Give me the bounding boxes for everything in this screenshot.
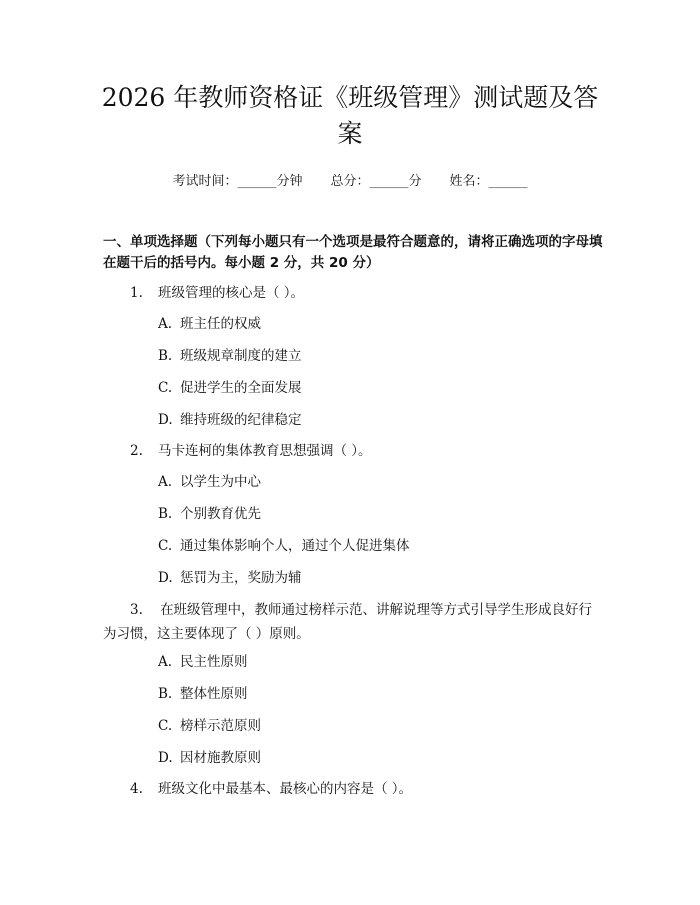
option-text: 维持班级的纪律稳定 (180, 412, 302, 428)
option-3a (158, 652, 248, 672)
option-text: 榜样示范原则 (180, 718, 261, 734)
option-letter: B. (158, 348, 173, 364)
option-1b (158, 346, 302, 366)
section-heading: 一、单项选择题（下列每小题只有一个选项是最符合题意的，请将正确选项的字母填在题干后的括号内。每小题 2 分，共 20 分） (103, 234, 603, 271)
exam-time: 考试时间：______分钟 (172, 174, 303, 189)
question-number: 2. (130, 443, 143, 459)
question-1 (130, 283, 304, 304)
question-text: 马卡连柯的集体教育思想强调（ ）。 (158, 443, 372, 459)
exam-info-row (0, 170, 700, 189)
option-letter: D. (158, 570, 173, 586)
option-1a (158, 314, 261, 334)
option-2d (158, 568, 302, 588)
option-text: 班主任的权威 (180, 316, 261, 332)
question-number: 1. (130, 285, 143, 301)
question-2 (130, 441, 372, 462)
option-letter: A. (158, 316, 173, 332)
option-text: 因材施教原则 (180, 750, 261, 766)
option-3b (158, 684, 248, 704)
option-3c (158, 716, 261, 736)
option-2b (158, 504, 261, 524)
option-2c (158, 536, 410, 556)
question-number: 3. (130, 602, 143, 618)
option-text: 以学生为中心 (180, 474, 261, 490)
option-text: 班级规章制度的建立 (180, 348, 302, 364)
question-number: 4. (130, 781, 143, 797)
option-1c (158, 378, 302, 398)
option-text: 整体性原则 (180, 686, 248, 702)
question-text: 班级文化中最基本、最核心的内容是（ ）。 (158, 781, 413, 797)
question-4 (130, 779, 412, 800)
option-letter: B. (158, 686, 173, 702)
option-letter: C. (158, 380, 173, 396)
option-text: 个别教育优先 (180, 506, 261, 522)
option-text: 民主性原则 (180, 654, 248, 670)
document-title: 2026 年教师资格证《班级管理》测试题及答案 (101, 83, 599, 148)
option-letter: D. (158, 412, 173, 428)
option-1d (158, 410, 302, 430)
question-text: 在班级管理中，教师通过榜样示范、讲解说理等方式引导学生形成良好行为习惯，这主要体现了（ ）原则。 (103, 602, 593, 642)
option-letter: C. (158, 538, 173, 554)
option-letter: C. (158, 718, 173, 734)
exam-name: 姓名：______ (449, 174, 528, 189)
option-letter: A. (158, 474, 173, 490)
option-text: 通过集体影响个人，通过个人促进集体 (180, 538, 410, 554)
option-letter: B. (158, 506, 173, 522)
option-3d (158, 748, 261, 768)
option-letter: A. (158, 654, 173, 670)
option-2a (158, 472, 261, 492)
option-text: 促进学生的全面发展 (180, 380, 302, 396)
exam-total-score: 总分：______分 (330, 174, 422, 189)
option-letter: D. (158, 750, 173, 766)
question-text: 班级管理的核心是（ ）。 (158, 285, 305, 301)
question-3 (103, 598, 603, 646)
option-text: 惩罚为主，奖励为辅 (180, 570, 302, 586)
